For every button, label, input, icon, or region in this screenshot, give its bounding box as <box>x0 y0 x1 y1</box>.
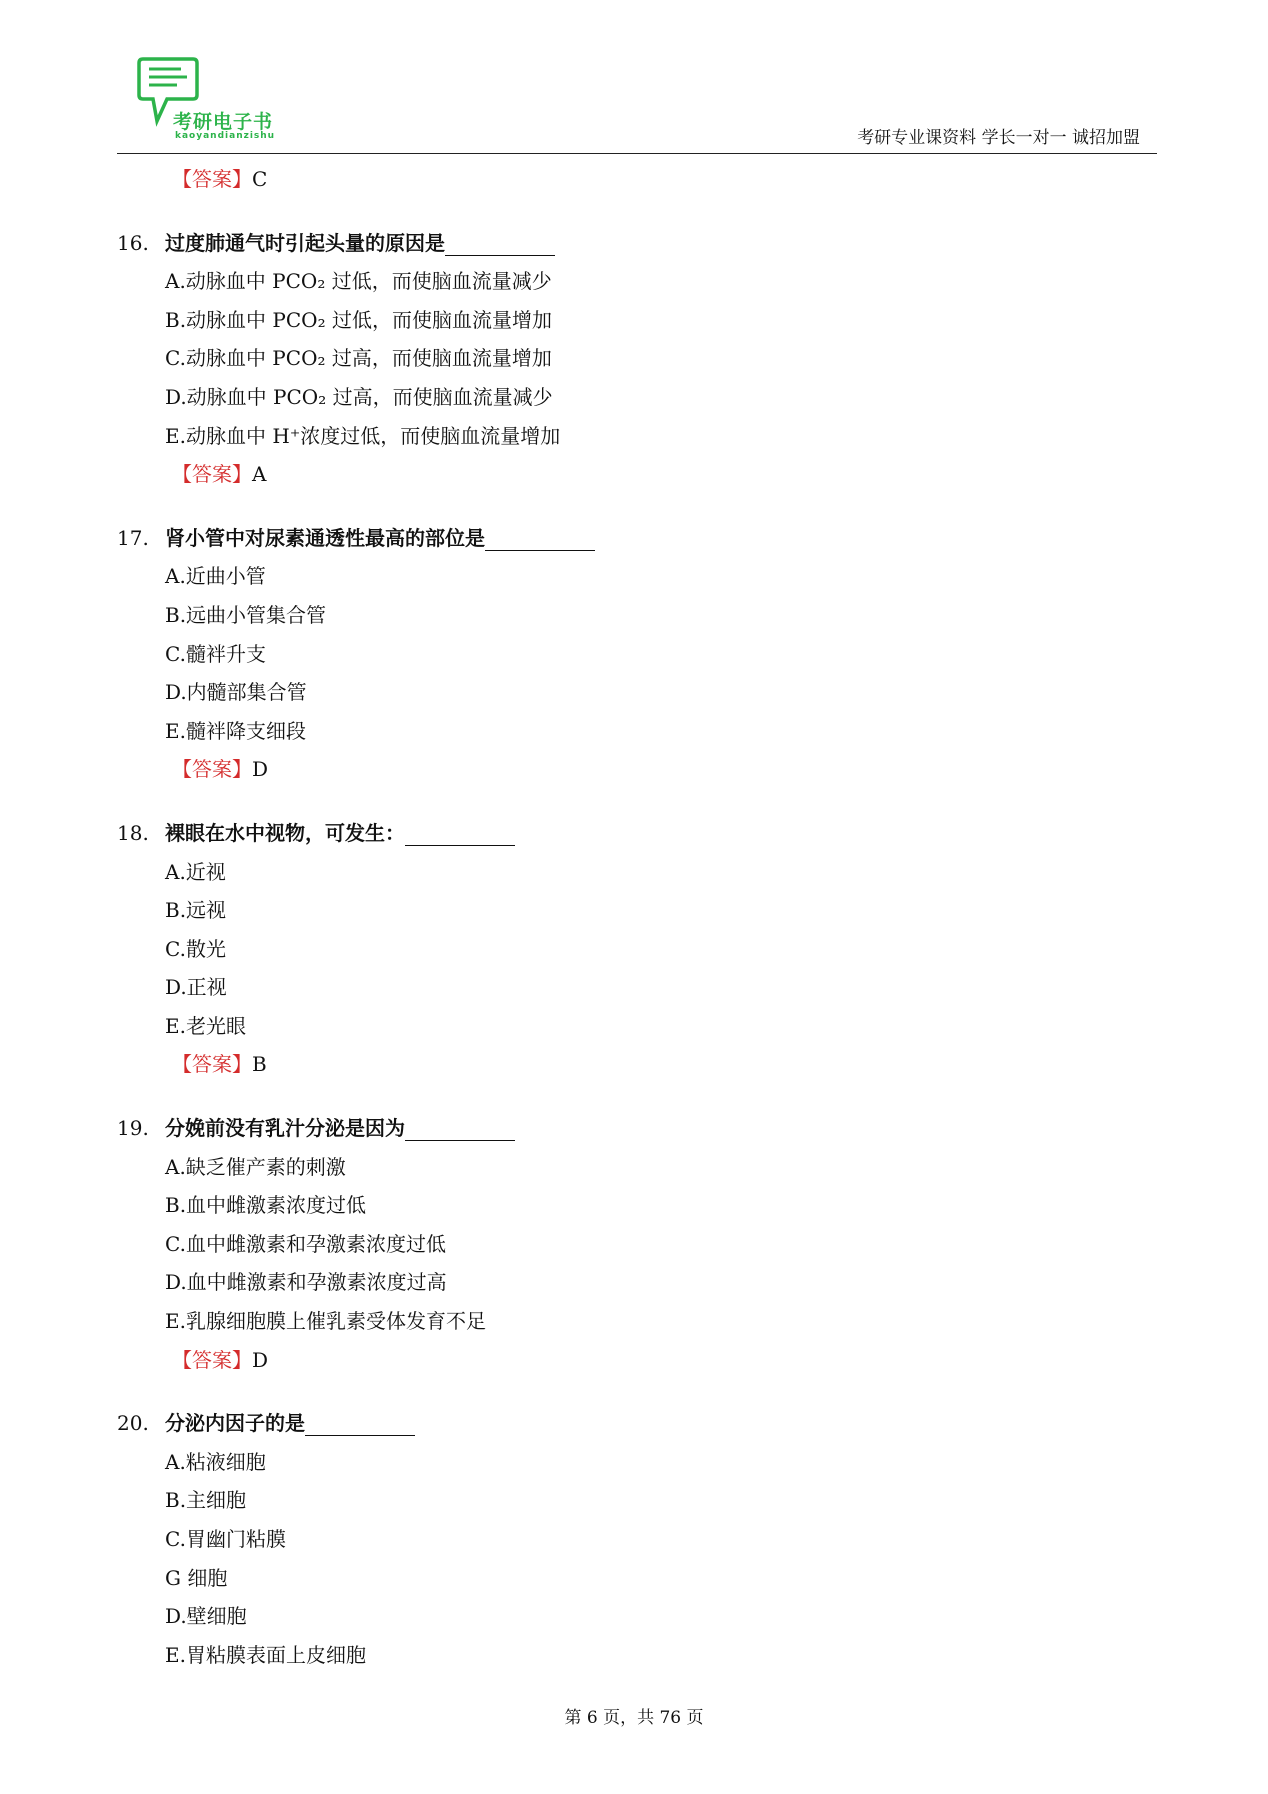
option-e: E.动脉血中 H⁺浓度过低，而使脑血流量增加 <box>165 423 561 448</box>
answer-value: B <box>252 1052 267 1077</box>
logo-pinyin: kaoyandianzishu <box>175 131 276 141</box>
option-b: B.主细胞 <box>165 1488 247 1513</box>
option-d: D.动脉血中 PCO₂ 过高，而使脑血流量减少 <box>165 384 553 409</box>
question-18 <box>117 814 1157 1084</box>
option-d: D.壁细胞 <box>165 1604 247 1629</box>
page-number: 第 6 页，共 76 页 <box>564 1708 704 1728</box>
option-b: B.远视 <box>165 898 227 923</box>
option-d: D.正视 <box>165 975 227 1000</box>
option-g: G 细胞 <box>165 1565 228 1590</box>
header-divider <box>117 153 1157 154</box>
header-tagline: 考研专业课资料 学长一对一 诚招加盟 <box>857 128 1140 148</box>
logo-text: 考研电子书 <box>173 111 274 133</box>
question-number: 17. <box>117 525 149 550</box>
question-number: 16. <box>117 230 149 255</box>
option-c: C.血中雌激素和孕激素浓度过低 <box>165 1231 446 1256</box>
question-text: 分娩前没有乳汁分泌是因为 <box>165 1116 405 1141</box>
question-20 <box>117 1404 1157 1674</box>
question-number: 20. <box>117 1411 149 1436</box>
answer-label: 【答案】 <box>172 757 252 782</box>
answer-blank <box>405 821 515 846</box>
question-text: 过度肺通气时引起头量的原因是 <box>165 230 445 255</box>
answer-blank <box>305 1411 415 1436</box>
option-e: E.髓袢降支细段 <box>165 718 306 743</box>
answer-label: 【答案】 <box>172 1052 252 1077</box>
option-d: D.血中雌激素和孕激素浓度过高 <box>165 1270 447 1295</box>
answer-value: D <box>252 757 269 782</box>
question-text: 裸眼在水中视物，可发生： <box>165 820 405 845</box>
answer-blank <box>445 231 555 256</box>
option-e: E.胃粘膜表面上皮细胞 <box>165 1642 366 1667</box>
question-stem <box>117 224 1157 263</box>
option-b: B.动脉血中 PCO₂ 过低，而使脑血流量增加 <box>165 307 552 332</box>
question-number: 18. <box>117 820 149 845</box>
option-a: A.缺乏催产素的刺激 <box>165 1154 346 1179</box>
question-text: 肾小管中对尿素通透性最高的部位是 <box>165 525 485 550</box>
answer-value: A <box>252 462 267 487</box>
question-stem <box>117 814 1157 853</box>
question-text: 分泌内因子的是 <box>165 1411 305 1436</box>
answer-value: C <box>252 167 268 191</box>
answer-line <box>117 750 1157 789</box>
option-e: E.老光眼 <box>165 1013 246 1038</box>
page-header <box>117 55 1157 155</box>
option-b: B.血中雌激素浓度过低 <box>165 1193 367 1218</box>
question-17 <box>117 519 1157 789</box>
answer-line <box>117 1341 1157 1380</box>
option-a: A.动脉血中 PCO₂ 过低，而使脑血流量减少 <box>165 269 552 294</box>
answer-label: 【答案】 <box>172 1347 252 1372</box>
answer-label: 【答案】 <box>172 462 252 487</box>
option-c: C.髓袢升支 <box>165 641 266 666</box>
previous-answer <box>117 160 1157 199</box>
question-stem <box>117 1404 1157 1443</box>
question-number: 19. <box>117 1116 149 1141</box>
question-16 <box>117 224 1157 494</box>
question-list <box>117 160 1157 1674</box>
answer-blank <box>485 526 595 551</box>
question-19 <box>117 1109 1157 1379</box>
question-stem <box>117 519 1157 558</box>
brand-logo <box>137 55 287 143</box>
answer-value: D <box>252 1347 269 1372</box>
option-d: D.内髓部集合管 <box>165 680 307 705</box>
answer-line <box>117 455 1157 494</box>
answer-line <box>117 1045 1157 1084</box>
option-a: A.近曲小管 <box>165 564 266 589</box>
question-stem <box>117 1109 1157 1148</box>
option-a: A.近视 <box>165 859 226 884</box>
option-b: B.远曲小管集合管 <box>165 602 327 627</box>
option-c: C.动脉血中 PCO₂ 过高，而使脑血流量增加 <box>165 346 552 371</box>
answer-label: 【答案】 <box>172 167 252 191</box>
option-a: A.粘液细胞 <box>165 1449 266 1474</box>
option-c: C.散光 <box>165 936 226 961</box>
option-e: E.乳腺细胞膜上催乳素受体发育不足 <box>165 1309 486 1334</box>
answer-blank <box>405 1116 515 1141</box>
option-c: C.胃幽门粘膜 <box>165 1527 286 1551</box>
